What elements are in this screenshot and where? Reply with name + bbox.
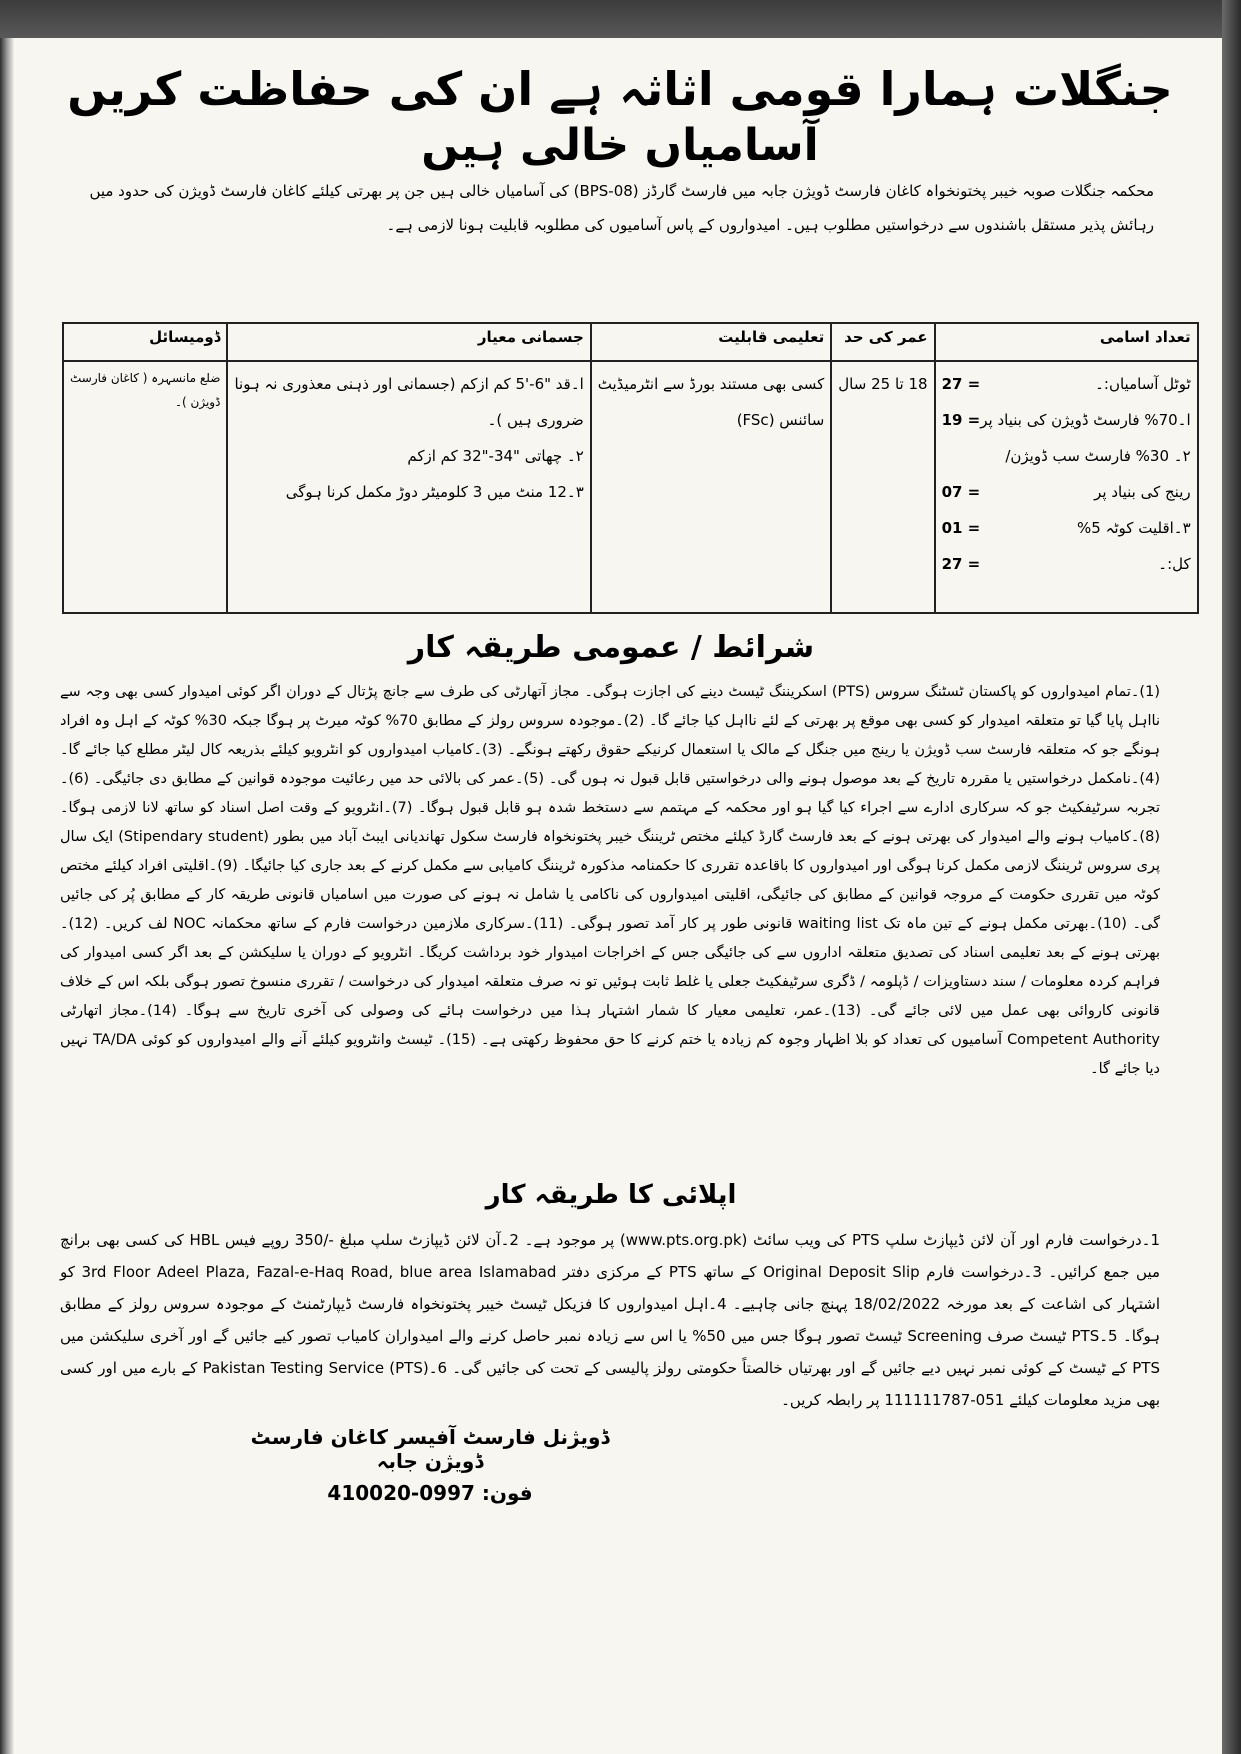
posts-cell [935, 361, 1198, 613]
table-row [63, 361, 1198, 613]
scan-top-border [0, 0, 1241, 40]
domicile-line: ڈویژن )۔ [175, 395, 221, 409]
posts-table [62, 322, 1199, 614]
physical-cell [227, 361, 590, 613]
posts-label: ۳۔اقلیت کوٹہ 5% [1077, 519, 1191, 537]
intro-paragraph: محکمہ جنگلات صوبہ خیبر پختونخواہ کاغان فارسٹ ڈویژن جابہ میں فارسٹ گارڈز (BPS-08) کی آسامیاں خالی ہیں جن پر بھرتی کیلئے کاغان فارسٹ ڈویژن کی حدود میں رہائش پذیر مستقل باشندوں سے درخواستیں مطلوب ہیں۔ امیدواروں کے پاس آسامیوں کی مطلوبہ قابلیت ہونا لازمی ہے۔ [89, 182, 1154, 234]
scan-left-shadow [0, 38, 14, 1754]
posts-row-30 [942, 438, 1191, 474]
posts-value: 19 = [941, 411, 981, 429]
domicile-line: ضلع مانسہرہ ( کاغان فارسٹ [70, 371, 221, 385]
header-age: عمر کی حد [831, 323, 934, 361]
physical-line: ضروری ہیں )۔ [487, 411, 584, 429]
age-cell [831, 361, 934, 613]
posts-row-total [942, 366, 1191, 402]
physical-line: ا۔قد "6-'5 کم ازکم (جسمانی اور ذہنی معذوری نہ ہونا [234, 375, 584, 393]
posts-row-range [942, 474, 1191, 510]
posts-row-sum [942, 546, 1191, 582]
posts-row-70 [942, 402, 1191, 438]
header-domicile: ڈومیسائل [63, 323, 227, 361]
physical-line: ۳۔12 منٹ میں 3 کلومیٹر دوڑ مکمل کرنا ہوگی [285, 483, 584, 501]
header-education: تعلیمی قابلیت [591, 323, 832, 361]
posts-value: 27 = [941, 555, 981, 573]
apply-title: اپلائی کا طریقہ کار [485, 1180, 737, 1210]
posts-label: کل:۔ [1158, 555, 1191, 573]
education-cell [591, 361, 832, 613]
conditions-title: شرائط / عمومی طریقہ کار [407, 630, 815, 665]
posts-label: ا۔70% فارسٹ ڈویژن کی بنیاد پر [980, 411, 1191, 429]
page-subtitle: آسامیاں خالی ہیں [421, 120, 819, 171]
education-line: کسی بھی مستند بورڈ سے انٹرمیڈیٹ [597, 375, 825, 393]
signature-phone: فون: 0997-410020 [327, 1481, 533, 1505]
posts-value: 27 = [941, 375, 981, 393]
physical-line: ۲۔ چھاتی "34-"32 کم ازکم [407, 447, 584, 465]
signature-office: ڈویژنل فارسٹ آفیسر کاغان فارسٹ ڈویژن جابہ [250, 1425, 610, 1473]
posts-row-minority [942, 510, 1191, 546]
education-line: سائنس (FSc) [736, 411, 825, 429]
table-header-row [63, 323, 1198, 361]
posts-label: رینج کی بنیاد پر [1094, 483, 1191, 501]
page-title: جنگلات ہمارا قومی اثاثہ ہے ان کی حفاظت کریں [67, 62, 1173, 116]
scan-right-border [1222, 0, 1241, 1754]
domicile-cell [63, 361, 227, 613]
conditions-paragraph: (1)۔تمام امیدواروں کو پاکستان ٹسٹنگ سروس (PTS) اسکریننگ ٹیسٹ دینے کی اجازت ہوگی۔ مجاز آتھارٹی کی طرف سے جانچ پڑتال کے دوران اگر کوئی امیدوار کسی بھی وجہ سے نااہل پایا گیا تو متعلقہ امیدوار کو کسی بھی موقع پر بھرتی کے لئے نااہل کیا جائے گا۔ (2)۔موجودہ سروس رولز کے مطابق 70% کوٹہ میرٹ پر ہوگا جبکہ 30% کوٹہ کے اہل وہ افراد ہونگے جو کہ متعلقہ فارسٹ سب ڈویژن یا رینج میں جنگل کے مالک یا استعمال کرنیکے حقوق رکھتے ہونگے۔ (3)۔کامیاب امیدواروں کو انٹرویو کیلئے بذریعہ کال لیٹر مطلع کیا جائے گا۔ (4)۔نامکمل درخواستیں یا مقررہ تاریخ کے بعد موصول ہونے والی درخواستیں قابل قبول نہ ہوں گی۔ (5)۔عمر کی بالائی حد میں رعائیت موجودہ قوانین کے مطابق دی جائیگی۔ (6)۔ تجربہ سرٹیفکیٹ جو کہ سرکاری ادارے سے اجراء کیا گیا ہو اور محکمہ کے مہتمم سے دستخط شدہ ہو قابل قبول ہوگا۔ (7)۔انٹرویو کے وقت اصل اسناد کو ساتھ لانا لازمی ہوگا۔ (8)۔کامیاب ہونے والے امیدوار کی بھرتی ہونے کے بعد فارسٹ گارڈ کیلئے مختص ٹریننگ خیبر پختونخواہ فارسٹ سکول تھاندیانی ایبٹ آباد میں بطور (Stipendary student) ایک سال پری سروس ٹریننگ لازمی مکمل کرنا ہوگی اور امیدواروں کا باقاعدہ تقرری کا حکمنامہ مذکورہ ٹریننگ کامیابی سے مکمل کرنے کے بعد جاری کیا جائیگا۔ (9)۔اقلیتی افراد کیلئے مختص کوٹہ میں تقرری حکومت کے مروجہ قوانین کے مطابق کی جائیگی، اقلیتی امیدواروں کی ناکامی یا شامل نہ ہونے کی صورت میں اسامیاں قانونی طریقہ کار کے مطابق پُر کی جائیں گی۔ (10)۔بھرتی مکمل ہونے کے تین ماہ تک waiting list قانونی طور پر کار آمد تصور ہوگی۔ (11)۔سرکاری ملازمین درخواست فارم کے ساتھ محکمانہ NOC لف کریں۔ (12)۔بھرتی ہونے کے بعد تعلیمی اسناد کی تصدیق متعلقہ اداروں سے کی جائیگی جس کے اخراجات امیدوار خود برداشت کریگا۔ انٹرویو کے دوران یا سلیکشن کے بعد اگر کسی امیدوار کی فراہم کردہ معلومات / سند دستاویزات / ڈپلومہ / ڈگری سرٹیفکیٹ جعلی یا غلط ثابت ہوئیں تو نہ صرف متعلقہ امیدوار کی درخواست / تقرری منسوخ تصور ہوگی بلکہ اس کے خلاف قانونی کاروائی بھی عمل میں لائی جائے گی۔ (13)۔عمر، تعلیمی معیار کا شمار اشتہار ہذا میں درخواست ہائے کی وصولی کی آخری تاریخ سے ہوگا۔ (14)۔مجاز اتھارٹی Competent Authority آسامیوں کی تعداد کو بلا اظہار وجوہ کم زیادہ یا ختم کرنے کا حق محفوظ رکھتی ہے۔ (15)۔ ٹیسٹ وانٹرویو کیلئے آنے والے امیدواروں کو کوئی TA/DA نہیں دیا جائے گا۔ [60, 684, 1160, 1077]
posts-value: 01 = [941, 519, 981, 537]
posts-label: ۲۔ 30% فارسٹ سب ڈویژن/ [1005, 447, 1191, 465]
header-physical: جسمانی معیار [227, 323, 590, 361]
posts-value: 07 = [941, 483, 981, 501]
posts-label: ٹوٹل آسامیاں:۔ [1095, 375, 1191, 393]
apply-paragraph: 1۔درخواست فارم اور آن لائن ڈیپازٹ سلپ PTS کی ویب سائٹ (www.pts.org.pk) پر موجود ہے۔ 2۔آن لائن ڈیپازٹ سلپ مبلغ -/350 روپے فیس HBL کی کسی بھی برانچ میں جمع کرائیں۔ 3۔درخواست فارم Original Deposit Slip کے ساتھ PTS کے مرکزی دفتر 3rd Floor Adeel Plaza, Fazal-e-Haq Road, blue area Islamabad کو اشتہار کی اشاعت کے بعد مورخہ 18/02/2022 پہنچ جانی چاہیے۔ 4۔اہل امیدواروں کا فزیکل ٹیسٹ خیبر پختونخواہ فارسٹ ڈیپارٹمنٹ کے موجودہ سروس رولز کے مطابق ہوگا۔ 5۔PTS ٹیسٹ صرف Screening ٹیسٹ تصور ہوگا جس میں 50% یا اس سے زیادہ نمبر حاصل کرنے والے امیدواران کامیاب تصور کیے جائیں گے اور آخری سلیکشن میں PTS کے ٹیسٹ کے کوئی نمبر نہیں دیے جائیں گے اور بھرتیاں خالصتاً حکومتی رولز پالیسی کے تحت کی جائیں گی۔ 6۔(Pakistan Testing Service (PTS کے بارے میں اور کسی بھی مزید معلومات کیلئے 051-111111787 پر رابطہ کریں۔ [60, 1231, 1161, 1409]
age-limit: 18 تا 25 سال [838, 375, 928, 393]
header-posts: تعداد اسامی [935, 323, 1198, 361]
